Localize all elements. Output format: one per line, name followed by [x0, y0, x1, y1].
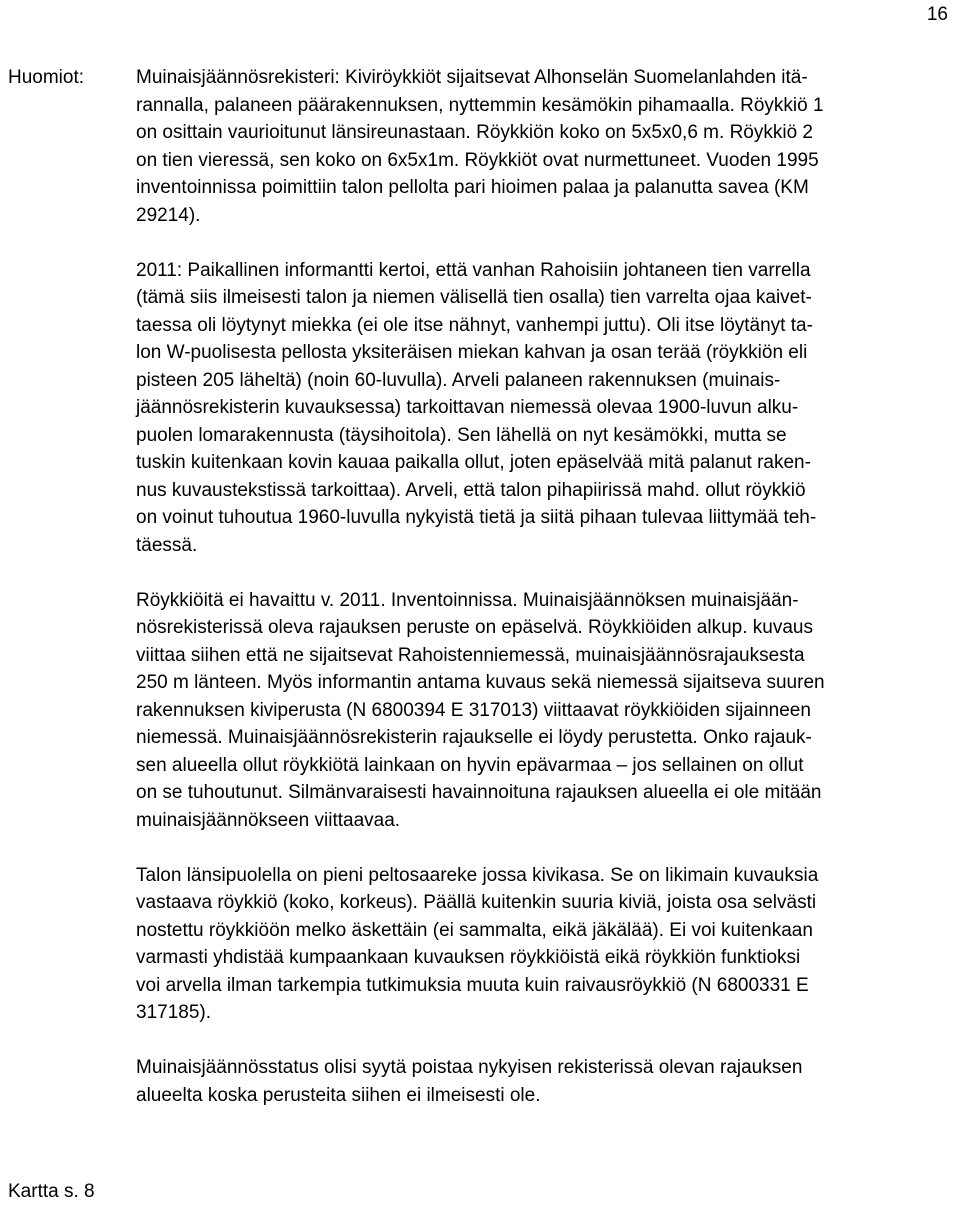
map-reference: Kartta s. 8	[8, 1181, 95, 1202]
notes-content	[136, 64, 942, 1137]
paragraph-inventory-findings: Röykkiöitä ei havaittu v. 2011. Inventoinnissa. Muinaisjäännöksen muinaisjään- nösrekisterissä oleva rajauksen peruste on epäselvä. Röykkiöiden alkup. kuvaus viittaa siihen että ne sijaitsevat Rahoistenniemessä, muinaisjäännösrajauksesta 250 m länteen. Myös informantin antama kuvaus sekä niemessä sijaitseva suuren rakennuksen kiviperusta (N 6800394 E 317013) viittaavat röykkiöiden sijainneen niemessä. Muinaisjäännösrekisterin rajaukselle ei löydy perustetta. Onko rajauk- sen alueella ollut röykkiötä lainkaan on hyvin epävarmaa – jos sellainen on ollut on se tuhoutunut. Silmänvaraisesti havainnoituna rajauksen alueella ei ole mitään muinaisjäännökseen viittaavaa.	[136, 589, 825, 831]
paragraph-field-island: Talon länsipuolella on pieni peltosaareke jossa kivikasa. Se on likimain kuvauksia vastaava röykkiö (koko, korkeus). Päällä kuitenkin suuria kiviä, joista osa selvästi nostettu röykkiöön melko äskettäin (ei sammalta, eikä jäkälää). Ei voi kuitenkaan varmasti yhdistää kumpaankaan kuvauksen röykkiöistä eikä röykkiön funktioksi voi arvella ilman tarkempia tutkimuksia muuta kuin raivausröykkiö (N 6800331 E 317185).	[136, 864, 819, 1023]
paragraph-register-description: Muinaisjäännösrekisteri: Kiviröykkiöt sijaitsevat Alhonselän Suomelanlahden itä- rannalla, palaneen päärakennuksen, nyttemmin kesämökin pihamaalla. Röykkiö 1 on osittain vaurioitunut länsireunastaan. Röykkiön koko on 5x5x0,6 m. Röykkiö 2 on tien vieressä, sen koko on 6x5x1m. Röykkiöt ovat nurmettuneet. Vuoden 1995 inventoinnissa poimittiin talon pellolta pari hioimen palaa ja palanutta savea (KM 29214).	[136, 67, 824, 226]
page-number: 16	[926, 4, 948, 25]
paragraph-informant-2011: 2011: Paikallinen informantti kertoi, että vanhan Rahoisiin johtaneen tien varrella (tämä siis ilmeisesti talon ja niemen välisellä tien osalla) tien varrelta ojaa kaivet- taessa oli löytynyt miekka (ei ole itse nähnyt, vanhempi juttu). Oli itse löytänyt ta- lon W-puolisesta pellosta yksiteräisen miekan kahvan ja osan terää (röykkiön eli pisteen 205 läheltä) (noin 60-luvulla). Arveli palaneen rakennuksen (muinais- jäännösrekisterin kuvauksessa) tarkoittavan niemessä olevaa 1900-luvun alku- puolen lomarakennusta (täysihoitola). Sen lähellä on nyt kesämökki, mutta se tuskin kuitenkaan kovin kauaa paikalla ollut, joten epäselvää mitä palanut raken- nus kuvaustekstissä tarkoittaa). Arveli, että talon pihapiirissä mahd. ollut röykkiö on voinut tuhoutua 1960-luvulla nykyistä tietä ja siitä pihaan tulevaa liittymää teh- täessä.	[136, 259, 817, 556]
paragraph-status-recommendation: Muinaisjäännösstatus olisi syytä poistaa nykyisen rekisterissä olevan rajauksen alueelta koska perusteita siihen ei ilmeisesti ole.	[136, 1057, 803, 1106]
notes-label: Huomiot:	[8, 67, 85, 88]
